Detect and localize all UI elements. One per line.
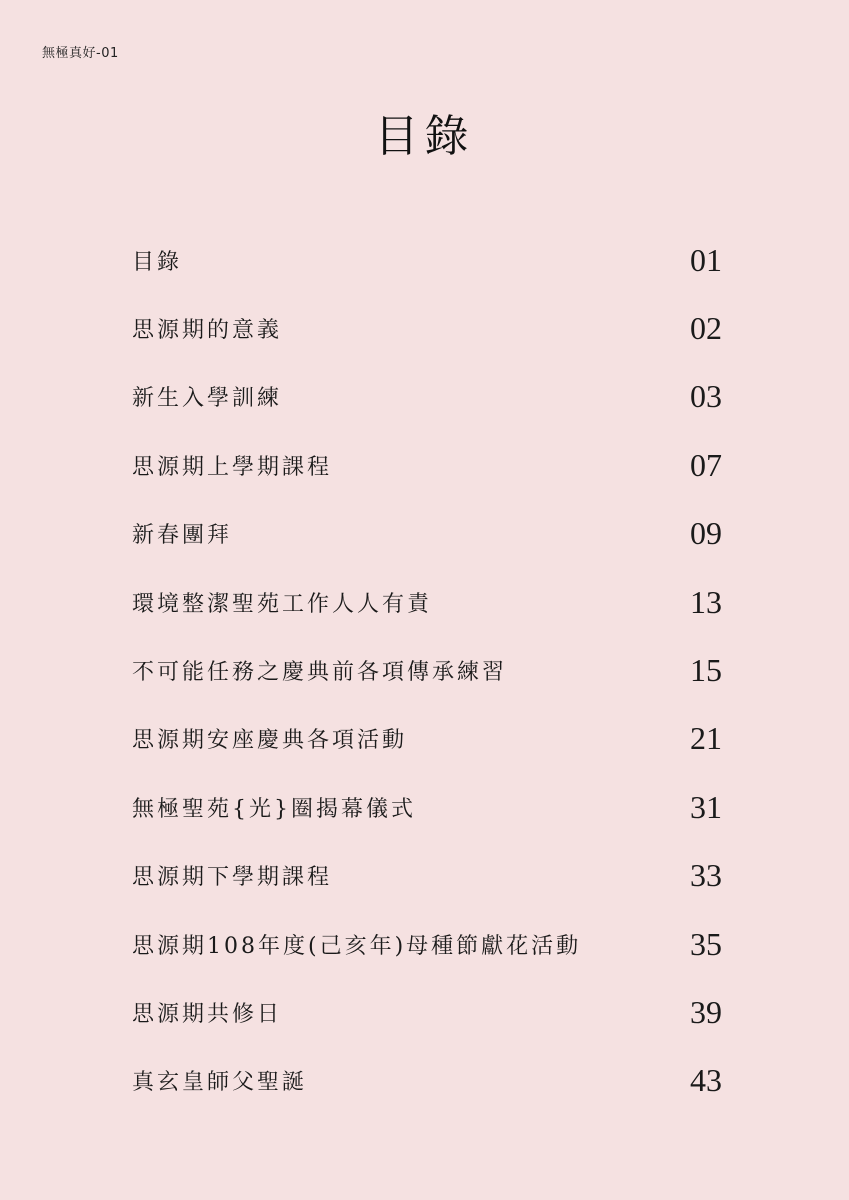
- toc-entry-title: 思源期的意義: [132, 318, 283, 344]
- toc-entry[interactable]: [132, 773, 722, 841]
- toc-entry-title: 目錄: [132, 249, 183, 275]
- toc-entry[interactable]: [132, 842, 722, 910]
- toc-entry[interactable]: [132, 1047, 722, 1115]
- toc-entry-page: 35: [690, 925, 722, 962]
- toc-entry-title: 新春團拜: [132, 523, 233, 549]
- toc-entry-title: 真玄皇師父聖誕: [132, 1070, 308, 1096]
- toc-entry-page: 07: [690, 446, 722, 483]
- toc-entry-title: 思源期108年度(己亥年)母種節獻花活動: [132, 933, 582, 959]
- toc-entry[interactable]: [132, 363, 722, 431]
- toc-entry-page: 43: [690, 1062, 722, 1099]
- toc-entry-title: 思源期上學期課程: [132, 454, 333, 480]
- table-of-contents: [132, 226, 722, 1115]
- toc-entry-title: 思源期下學期課程: [132, 865, 333, 891]
- toc-entry-page: 09: [690, 515, 722, 552]
- toc-entry-title: 環境整潔聖苑工作人人有責: [132, 591, 433, 617]
- toc-entry-page: 33: [690, 857, 722, 894]
- header-tag: 無極真好-01: [42, 46, 119, 61]
- toc-entry-title: 思源期共修日: [132, 1001, 283, 1027]
- toc-entry[interactable]: [132, 705, 722, 773]
- page-title: 目錄: [374, 111, 475, 162]
- toc-entry[interactable]: [132, 294, 722, 362]
- toc-entry-page: 01: [690, 241, 722, 278]
- toc-entry-page: 39: [690, 993, 722, 1030]
- toc-entry[interactable]: [132, 431, 722, 499]
- toc-entry[interactable]: [132, 910, 722, 978]
- toc-entry-page: 03: [690, 378, 722, 415]
- toc-entry-title: 不可能任務之慶典前各項傳承練習: [132, 660, 508, 686]
- toc-entry[interactable]: [132, 568, 722, 636]
- toc-entry-page: 21: [690, 720, 722, 757]
- toc-entry-page: 13: [690, 583, 722, 620]
- toc-entry[interactable]: [132, 500, 722, 568]
- toc-entry-page: 31: [690, 788, 722, 825]
- toc-entry[interactable]: [132, 978, 722, 1046]
- toc-entry-page: 15: [690, 652, 722, 689]
- toc-entry-title: 思源期安座慶典各項活動: [132, 728, 408, 754]
- toc-entry-page: 02: [690, 310, 722, 347]
- toc-entry[interactable]: [132, 226, 722, 294]
- toc-entry-title: 無極聖苑{光}圈揭幕儀式: [132, 796, 416, 822]
- toc-entry[interactable]: [132, 636, 722, 704]
- toc-entry-title: 新生入學訓練: [132, 386, 283, 412]
